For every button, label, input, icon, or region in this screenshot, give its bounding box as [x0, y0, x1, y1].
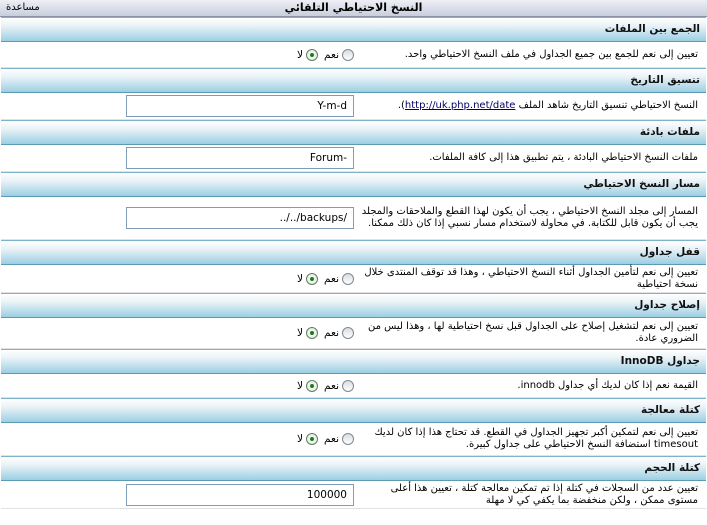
radio-label: نعم: [324, 48, 339, 61]
radio-button-icon[interactable]: [306, 49, 318, 61]
setting-control: [1, 49, 354, 61]
setting-control: [1, 380, 354, 392]
radio-label: لا: [297, 48, 304, 61]
setting-description-text: تعيين إلى نعم لتشغيل إصلاح على الجداول قبل نسخ احتياطية لها ، وهذا ليس من الضروري عادة.: [367, 321, 698, 344]
date-format-link[interactable]: http://uk.php.net/date: [404, 100, 516, 111]
setting-row: [1, 42, 706, 68]
setting-control: [1, 95, 354, 117]
radio-button-icon[interactable]: [342, 49, 354, 61]
setting-row: [1, 145, 706, 172]
setting-text-input[interactable]: [126, 207, 354, 229]
radio-button-icon[interactable]: [306, 273, 318, 285]
radio-yes[interactable]: [324, 327, 354, 339]
radio-no[interactable]: [297, 273, 318, 285]
yes-no-radio-group: [291, 273, 354, 285]
setting-text-input[interactable]: [126, 484, 354, 506]
setting-description: [354, 378, 706, 394]
radio-no[interactable]: [297, 433, 318, 445]
setting-description-text: تعيين إلى نعم لتمكين أكبر تجهيز الجداول في القطع. قد تحتاج هذا إذا كان لديك timesout استضافة النسخ الاحتياطي على جداول كبيرة.: [374, 427, 698, 450]
radio-label: لا: [297, 327, 304, 339]
setting-control: [1, 207, 354, 229]
radio-label: نعم: [324, 272, 339, 285]
setting-row: [1, 93, 706, 120]
radio-yes[interactable]: [324, 433, 354, 445]
yes-no-radio-group: [291, 380, 354, 392]
radio-button-icon[interactable]: [306, 327, 318, 339]
setting-description-text: المسار إلى مجلد النسخ الاحتياطي ، يجب أن يكون لهذا القطع والملاحقات والمجلد يجب أن يكون قابل للكتابة. في محاولة لاستخدام مسار نسبي إذا كان ذلك ممكنا.: [361, 206, 698, 229]
setting-row: [1, 197, 706, 240]
window-title-bar: [0, 0, 707, 17]
setting-control: [1, 484, 354, 506]
setting-row: [1, 374, 706, 398]
radio-label: نعم: [324, 433, 339, 445]
radio-yes[interactable]: [324, 49, 354, 61]
radio-label: نعم: [324, 379, 339, 392]
setting-description-text: ملفات النسخ الاحتياطي البادئة ، يتم تطبيق هذا إلى كافة الملفات.: [429, 152, 698, 163]
setting-description: [354, 204, 706, 232]
setting-description: [354, 319, 706, 347]
radio-button-icon[interactable]: [342, 273, 354, 285]
setting-description: [354, 47, 706, 63]
setting-description-suffix: ).: [397, 100, 405, 111]
section-header: الجمع بين الملفات: [1, 17, 706, 42]
help-link[interactable]: مساعدة: [6, 2, 40, 13]
section-header: مسار النسخ الاحتياطي: [1, 172, 706, 197]
setting-description-text: تعيين عدد من السجلات في كتلة إذا تم تمكين معالجة كتلة ، تعيين هذا أعلى مستوى ممكن ، ولكن منخفضة بما يكفي كي لا مهلة: [390, 482, 698, 506]
section-header: كتلة معالجة: [1, 398, 706, 423]
radio-yes[interactable]: [324, 273, 354, 285]
setting-control: [1, 273, 354, 285]
radio-button-icon[interactable]: [306, 380, 318, 392]
yes-no-radio-group: [291, 433, 354, 445]
setting-description: [354, 481, 706, 509]
setting-text-input[interactable]: [126, 147, 354, 169]
setting-description-text: النسخ الاحتياطي تنسيق التاريخ شاهد الملف: [518, 100, 698, 111]
setting-text-input[interactable]: [126, 95, 354, 117]
setting-row: [1, 481, 706, 509]
setting-description-text: تعيين إلى نعم لتأمين الجداول أثناء النسخ الاحتياطي ، وهذا قد توقف المنتدى خلال نسخة احتياطية: [364, 266, 698, 290]
radio-button-icon[interactable]: [306, 433, 318, 445]
radio-no[interactable]: [297, 380, 318, 392]
section-header: كتلة الحجم: [1, 456, 706, 481]
setting-description-text: القيمة نعم إذا كان لديك أي جداول innodb.: [517, 379, 698, 391]
yes-no-radio-group: [291, 327, 354, 339]
section-header: إصلاح جداول: [1, 293, 706, 318]
settings-list: [0, 17, 707, 509]
setting-control: [1, 147, 354, 169]
setting-row: [1, 318, 706, 349]
section-header: جداول InnoDB: [1, 349, 706, 374]
radio-label: لا: [297, 272, 304, 285]
setting-description-text: تعيين إلى نعم للجمع بين جميع الجداول في ملف النسخ الاحتياطي واحد.: [404, 48, 698, 60]
radio-button-icon[interactable]: [342, 433, 354, 445]
radio-label: لا: [297, 433, 304, 445]
setting-description: [354, 150, 706, 166]
window-title: النسخ الاحتياطي التلقائي: [284, 1, 423, 14]
setting-row: [1, 265, 706, 293]
radio-no[interactable]: [297, 49, 318, 61]
radio-label: نعم: [324, 327, 339, 339]
setting-description: [354, 265, 706, 293]
radio-button-icon[interactable]: [342, 380, 354, 392]
radio-label: لا: [297, 379, 304, 392]
section-header: ملفات بادئة: [1, 120, 706, 145]
setting-row: [1, 423, 706, 456]
setting-description: [354, 425, 706, 453]
radio-yes[interactable]: [324, 380, 354, 392]
section-header: تنسيق التاريخ: [1, 68, 706, 93]
yes-no-radio-group: [291, 49, 354, 61]
setting-description: [354, 98, 706, 114]
setting-control: [1, 433, 354, 445]
radio-no[interactable]: [297, 327, 318, 339]
radio-button-icon[interactable]: [342, 327, 354, 339]
setting-control: [1, 327, 354, 339]
section-header: قفل جداول: [1, 240, 706, 265]
